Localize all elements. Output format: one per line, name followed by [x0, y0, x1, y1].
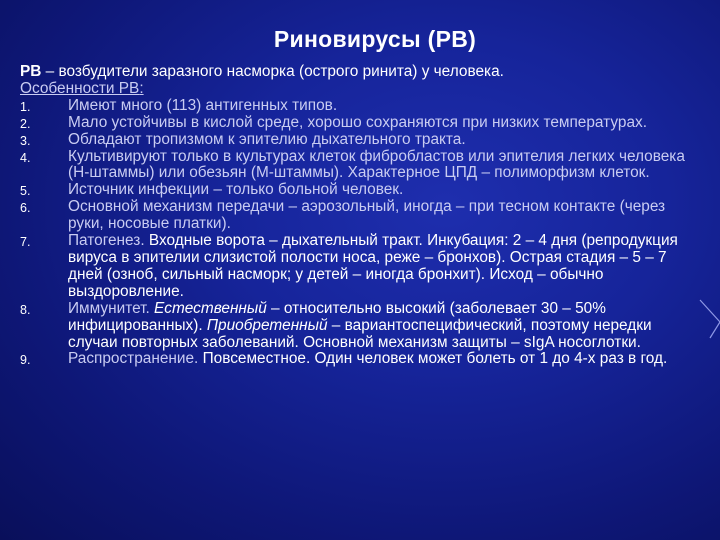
item-number: 5. [20, 184, 31, 199]
list-item-8 [20, 301, 700, 352]
item-text: Основной механизм передачи – аэрозольный, иногда – при тесном контакте (через руки, носовые платки). [68, 198, 666, 233]
item-number: 7. [20, 235, 31, 250]
item-number: 2. [20, 116, 31, 131]
item-number: 6. [20, 201, 31, 216]
features-heading-line [20, 81, 700, 98]
item-term-natural: Естественный [154, 299, 267, 317]
item-label: Распространение. [68, 350, 203, 368]
item-number: 9. [20, 353, 31, 368]
list-item-9 [20, 351, 700, 368]
list-item-3 [20, 132, 700, 149]
item-text: Имеют много (113) антигенных типов. [68, 96, 338, 114]
features-heading: Особенности РВ [20, 79, 140, 97]
item-text-acquired: – вариантоспецифический, поэтому нередки случаи повторных заболеваний. Основной механизм защиты – sIgA носоглотки. [68, 316, 652, 351]
item-text: Источник инфекции – только больной человек. [68, 181, 404, 199]
item-term-acquired: Приобретенный [206, 316, 328, 334]
item-text: Культивируют только в культурах клеток фибробластов или эпителия легких человека (Н-штаммы) или обезьян (М-штаммы). Характерное ЦПД – полиморфизм клеток. [68, 147, 685, 182]
intro-abbrev: РВ [20, 63, 42, 80]
item-number: 3. [20, 133, 31, 148]
item-text: Входные ворота – дыхательный тракт. Инкубация: 2 – 4 дня (репродукция вируса в эпителии слизистой полости носа, реже – бронхов). Острая стадия – 5 – 7 дней (озноб, сильный насморк; у детей – иногда бронхит). Исход – обычно выздоровление. [68, 232, 678, 300]
list-item-4 [20, 149, 700, 183]
corner-decoration-icon [696, 298, 720, 340]
item-text: Повсеместное. Один человек может болеть от 1 до 4-х раз в год. [202, 350, 668, 368]
item-number: 4. [20, 150, 31, 165]
features-colon: : [139, 79, 144, 97]
item-text-natural: – относительно высокий (заболевает 30 – 50% инфицированных). [68, 299, 606, 334]
item-label: Иммунитет. [68, 299, 155, 317]
slide-title: Риновирусы (РВ) [273, 26, 477, 52]
intro-text: – возбудители заразного насморка (острого ринита) у человека. [41, 63, 504, 80]
list-item-1 [20, 98, 700, 115]
list-item-6 [20, 199, 700, 233]
list-item-5 [20, 182, 700, 199]
item-number: 8. [20, 302, 31, 317]
item-text: Обладают тропизмом к эпителию дыхательного тракта. [68, 130, 466, 148]
list-item-7 [20, 233, 700, 301]
list-item-2 [20, 115, 700, 132]
intro-line [20, 64, 700, 81]
item-number: 1. [20, 99, 31, 114]
features-list [20, 98, 700, 369]
slide-body [20, 64, 700, 368]
item-text: Мало устойчивы в кислой среде, хорошо сохраняются при низких температурах. [68, 113, 647, 131]
item-label: Патогенез. [68, 232, 149, 250]
